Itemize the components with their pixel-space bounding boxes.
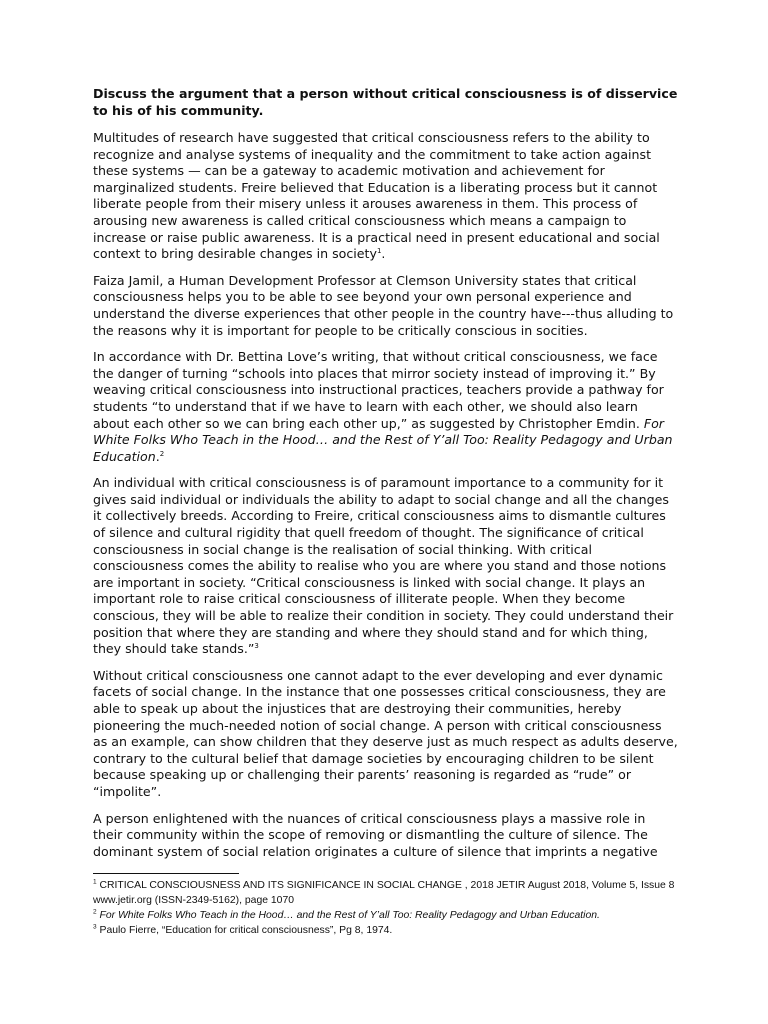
footnote-ref-3[interactable]: 3 bbox=[254, 642, 259, 651]
footnote-3 bbox=[93, 923, 678, 938]
footnotes-section bbox=[93, 873, 678, 938]
footnote-separator bbox=[93, 873, 239, 874]
paragraph-3-text: In accordance with Dr. Bettina Love’s writing, that without critical consciousness, we face the danger of turning “schools into places that mirror society instead of improving it.” By weaving critical consciousness into instructional practices, teachers provide a pathway for students “to understand that if we have to learn with each other, we should also learn about each other so we can bring each other up,” as suggested by Christopher Emdin. bbox=[93, 349, 664, 431]
paragraph-6: A person enlightened with the nuances of critical consciousness plays a massive role in their community within the scope of removing or dismantling the culture of silence. The dominant system of social relation originates a culture of silence that imprints a negative bbox=[93, 810, 658, 859]
paragraph-3-end: . bbox=[155, 448, 160, 464]
footnote-3-number: 3 bbox=[93, 923, 97, 931]
paragraph-1-end: . bbox=[381, 246, 386, 262]
paragraph-2: Faiza Jamil, a Human Development Professor at Clemson University states that critical consciousness helps you to be able to see beyond your own personal experience and understand the diverse experiences that other people in the country have---thus alluding to the reasons why it is important for people to be critically conscious in socities. bbox=[93, 272, 674, 338]
footnote-3-text: Paulo Fierre, “Education for critical consciousness”, Pg 8, 1974. bbox=[96, 925, 393, 936]
footnote-1 bbox=[93, 878, 678, 908]
paragraph-4 bbox=[93, 475, 678, 658]
paragraph-3 bbox=[93, 349, 678, 465]
footnote-1-text: CRITICAL CONSCIOUSNESS AND ITS SIGNIFICANCE IN SOCIAL CHANGE , 2018 JETIR August 2018, Volume 5, Issue 8 www.jetir.org (ISSN-2349-5162), page 1070 bbox=[93, 880, 675, 906]
footnote-ref-2[interactable]: 2 bbox=[159, 449, 165, 458]
paragraph-1-text: Multitudes of research have suggested that critical consciousness refers to the ability to recognize and analyse systems of inequality and the commitment to take action against these systems — can be a gateway to academic motivation and achievement for marginalized students. Freire believed that Education is a liberating process but it cannot liberate people from their misery unless it arouses awareness in them. This process of arousing new awareness is called critical consciousness which means a campaign to increase or raise public awareness. It is a practical need in present educational and social context to bring desirable changes in society bbox=[93, 130, 660, 262]
paragraph-4-text: An individual with critical consciousness is of paramount importance to a community for it gives said individual or individuals the ability to adapt to social change and all the changes it collectively breeds. According to Freire, critical consciousness aims to dismantle cultures of silence and cultural rigidity that quell freedom of thought. The significance of critical consciousness in social change is the realisation of social thinking. With critical consciousness comes the ability to realise who you are where you stand and those notions are important in society. “Critical consciousness is linked with social change. It plays an important role to raise critical consciousness of illiterate people. When they become conscious, they will be able to realize their condition in society. They could understand their position that where they are standing and where they should stand and for which thing, they should take stands.” bbox=[93, 475, 674, 657]
book-title: For White Folks Who Teach in the Hood… and the Rest of Y’all Too: Reality Pedagogy and Urban Education bbox=[93, 415, 673, 464]
paragraph-5: Without critical consciousness one cannot adapt to the ever developing and ever dynamic facets of social change. In the instance that one possesses critical consciousness, they are able to speak up about the injustices that are destroying their communities, hereby pioneering the much-needed notion of social change. A person with critical consciousness as an example, can show children that they deserve just as much respect as adults deserve, contrary to the cultural belief that damage societies by encouraging children to be silent because speaking up or challenging their parents’ reasoning is regarded as “rude” or “impolite”. bbox=[93, 667, 678, 799]
paragraph-1 bbox=[93, 130, 678, 263]
essay-question-heading: Discuss the argument that a person without critical consciousness is of disservice to his of his community. bbox=[93, 86, 678, 118]
footnote-1-number: 1 bbox=[93, 878, 97, 886]
footnote-2-text: For White Folks Who Teach in the Hood… and the Rest of Y’all Too: Reality Pedagogy and Urban Education. bbox=[96, 910, 600, 921]
footnote-2-number: 2 bbox=[93, 908, 97, 916]
footnote-2 bbox=[93, 908, 678, 923]
footnote-ref-1[interactable]: 1 bbox=[376, 246, 382, 255]
